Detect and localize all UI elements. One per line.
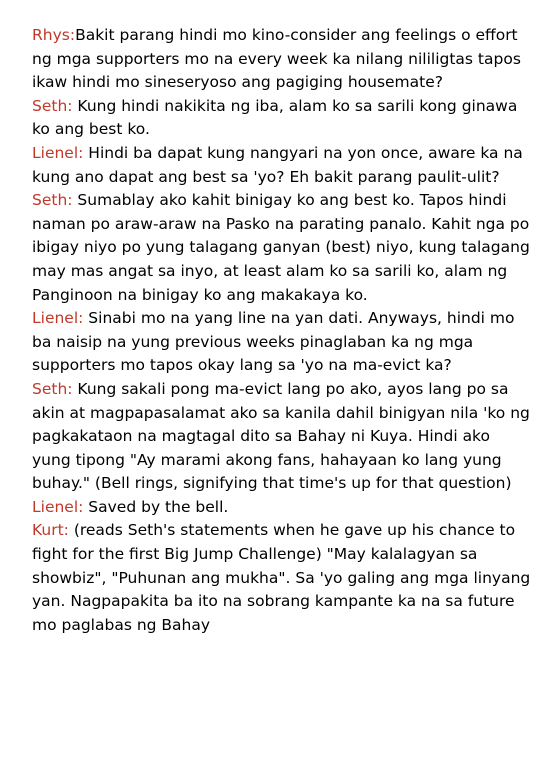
transcript-entry (32, 24, 533, 95)
transcript-entry (32, 95, 533, 142)
dialogue-text: (reads Seth's statements when he gave up his chance to fight for the first Big Jump Challenge) "May kalalagyan sa showbiz", "Puhunan ang mukha". Sa 'yo galing ang mga linyang yan. Nagpapakita ba ito na sobrang kampante ka na sa future mo paglabas ng Bahay (32, 521, 531, 634)
transcript-entry (32, 519, 533, 637)
dialogue-text: Kung sakali pong ma-evict lang po ako, ayos lang po sa akin at magpapasalamat ako sa kanila dahil binigyan nila 'ko ng pagkakataon na magtagal dito sa Bahay ni Kuya. Hindi ako yung tipong "Ay marami akong fans, hahayaan ko lang yung buhay." (Bell rings, signifying that time's up for that question) (32, 379, 530, 493)
speaker-name: Lienel: (32, 143, 84, 162)
dialogue-text: Kung hindi nakikita ng iba, alam ko sa sarili kong ginawa ko ang best ko. (32, 96, 518, 139)
dialogue-text: Sumablay ako kahit binigay ko ang best ko. Tapos hindi naman po araw-araw na Pasko na parating panalo. Kahit nga po ibigay niyo po yung talagang ganyan (best) niyo, kung talagang may mas angat sa inyo, at least alam ko sa sarili ko, alam ng Panginoon na binigay ko ang makakaya ko. (32, 191, 530, 304)
speaker-name: Seth: (32, 191, 73, 210)
transcript-entry (32, 307, 533, 378)
speaker-name: Seth: (32, 96, 73, 115)
transcript-entry (32, 378, 533, 496)
dialogue-text: Hindi ba dapat kung nangyari na yon once, aware ka na kung ano dapat ang best sa 'yo? Eh bakit parang paulit-ulit? (32, 143, 523, 186)
speaker-name: Kurt: (32, 521, 69, 540)
transcript-entry (32, 189, 533, 307)
dialogue-text: Sinabi mo na yang line na yan dati. Anyways, hindi mo ba naisip na yung previous weeks pinaglaban ka ng mga supporters mo tapos okay lang sa 'yo na ma-evict ka? (32, 309, 515, 375)
speaker-name: Rhys: (32, 26, 76, 44)
speaker-name: Seth: (32, 379, 73, 398)
speaker-name: Lienel: (32, 497, 84, 516)
dialogue-text: Saved by the bell. (83, 497, 229, 516)
transcript-entry (32, 496, 533, 520)
transcript-entry (32, 142, 533, 189)
speaker-name: Lienel: (32, 309, 84, 328)
dialogue-text: Bakit parang hindi mo kino-consider ang feelings o effort ng mga supporters mo na every week ka nilang nililigtas tapos ikaw hindi mo sineseryoso ang pagiging housemate? (32, 26, 521, 92)
